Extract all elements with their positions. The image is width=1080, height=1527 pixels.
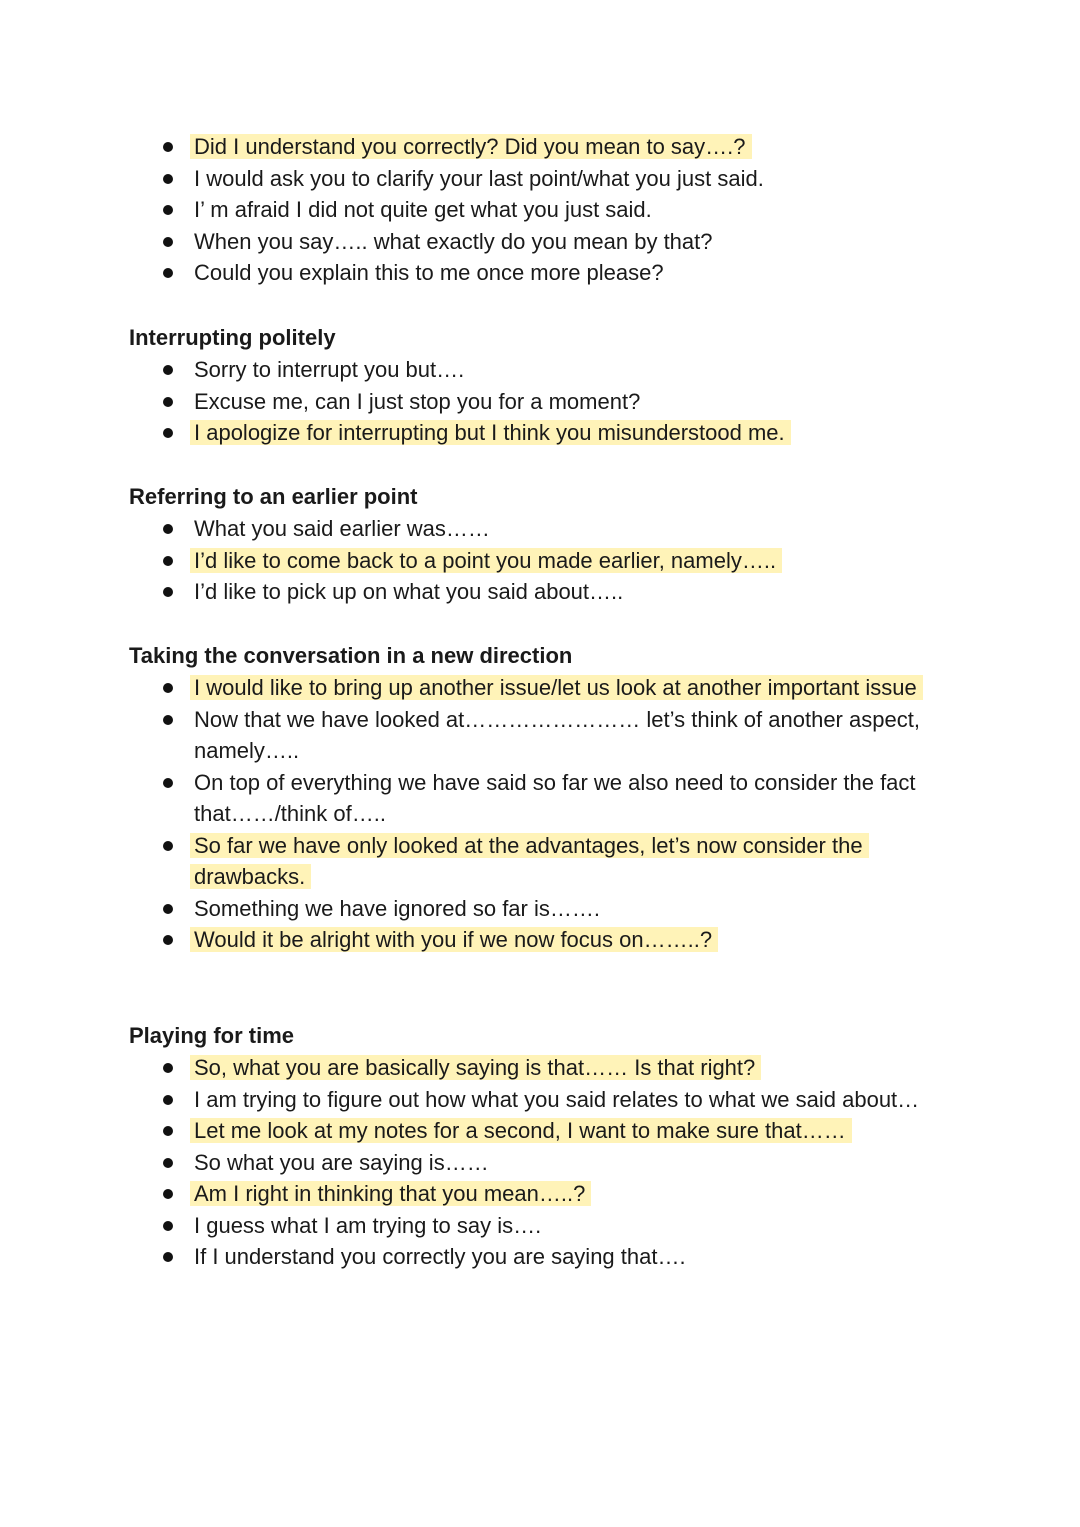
phrase: If I understand you correctly you are saying that…. xyxy=(194,1244,686,1269)
bullet-list xyxy=(129,1052,949,1273)
phrase: On top of everything we have said so far we also need to consider the fact that……/think of….. xyxy=(194,769,916,826)
list-item xyxy=(129,1241,949,1273)
highlighted-phrase: I apologize for interrupting but I think you misunderstood me. xyxy=(190,420,791,445)
phrase: So what you are saying is…… xyxy=(194,1149,489,1175)
list-item xyxy=(129,354,949,386)
list-item xyxy=(129,704,949,767)
section-heading: Referring to an earlier point xyxy=(129,484,418,509)
list-item xyxy=(129,767,949,830)
list-item xyxy=(129,163,949,195)
section-new-direction xyxy=(129,640,949,956)
phrase: Excuse me, can I just stop you for a moment? xyxy=(194,388,641,414)
list-item xyxy=(129,924,949,956)
list-item xyxy=(129,386,949,418)
section-playing-for-time xyxy=(129,1020,949,1273)
highlighted-phrase: So, what you are basically saying is that…… Is that right? xyxy=(190,1055,761,1080)
list-item xyxy=(129,226,949,258)
phrase: When you say….. what exactly do you mean by that? xyxy=(194,228,713,254)
list-item xyxy=(129,1178,949,1210)
highlighted-phrase: Am I right in thinking that you mean…..? xyxy=(190,1181,591,1206)
list-item xyxy=(129,1052,949,1084)
list-item xyxy=(129,513,949,545)
phrase: I’ m afraid I did not quite get what you just said. xyxy=(194,197,652,222)
highlighted-phrase: I’d like to come back to a point you made earlier, namely….. xyxy=(190,548,782,573)
bullet-list xyxy=(129,513,949,608)
list-item xyxy=(129,1115,949,1147)
phrase: Could you explain this to me once more please? xyxy=(194,260,664,285)
section-referring-earlier-point xyxy=(129,481,949,608)
list-item xyxy=(129,893,949,925)
highlighted-phrase: Would it be alright with you if we now focus on……..? xyxy=(190,927,718,952)
phrase: I guess what I am trying to say is…. xyxy=(194,1212,542,1238)
section-heading: Interrupting politely xyxy=(129,325,336,350)
phrase: Sorry to interrupt you but…. xyxy=(194,357,465,382)
bullet-list xyxy=(129,354,949,449)
phrase: What you said earlier was…… xyxy=(194,516,490,541)
bullet-list xyxy=(129,131,949,289)
list-item xyxy=(129,257,949,289)
list-item xyxy=(129,672,949,704)
list-item xyxy=(129,194,949,226)
highlighted-phrase: Did I understand you correctly? Did you mean to say….? xyxy=(190,134,752,159)
list-item xyxy=(129,830,949,893)
phrase: Something we have ignored so far is……. xyxy=(194,895,600,921)
highlighted-phrase: Let me look at my notes for a second, I want to make sure that…… xyxy=(190,1118,852,1143)
list-item xyxy=(129,417,949,449)
list-item xyxy=(129,545,949,577)
highlighted-phrase: So far we have only looked at the advantages, let’s now consider the drawbacks. xyxy=(190,833,869,890)
phrase: I’d like to pick up on what you said about….. xyxy=(194,579,624,604)
section-clarifying xyxy=(129,131,949,289)
highlighted-phrase: I would like to bring up another issue/let us look at another important issue xyxy=(190,675,923,700)
list-item xyxy=(129,576,949,608)
list-item xyxy=(129,1210,949,1242)
section-heading: Playing for time xyxy=(129,1023,295,1048)
list-item xyxy=(129,1147,949,1179)
section-interrupting-politely xyxy=(129,322,949,449)
list-item xyxy=(129,131,949,163)
phrase: I am trying to figure out how what you said relates to what we said about… xyxy=(194,1086,920,1112)
phrase: Now that we have looked at…………………… let’s think of another aspect, namely….. xyxy=(194,706,920,763)
bullet-list xyxy=(129,672,949,956)
list-item xyxy=(129,1084,949,1116)
phrase: I would ask you to clarify your last point/what you just said. xyxy=(194,165,764,191)
section-heading: Taking the conversation in a new direction xyxy=(129,643,573,668)
